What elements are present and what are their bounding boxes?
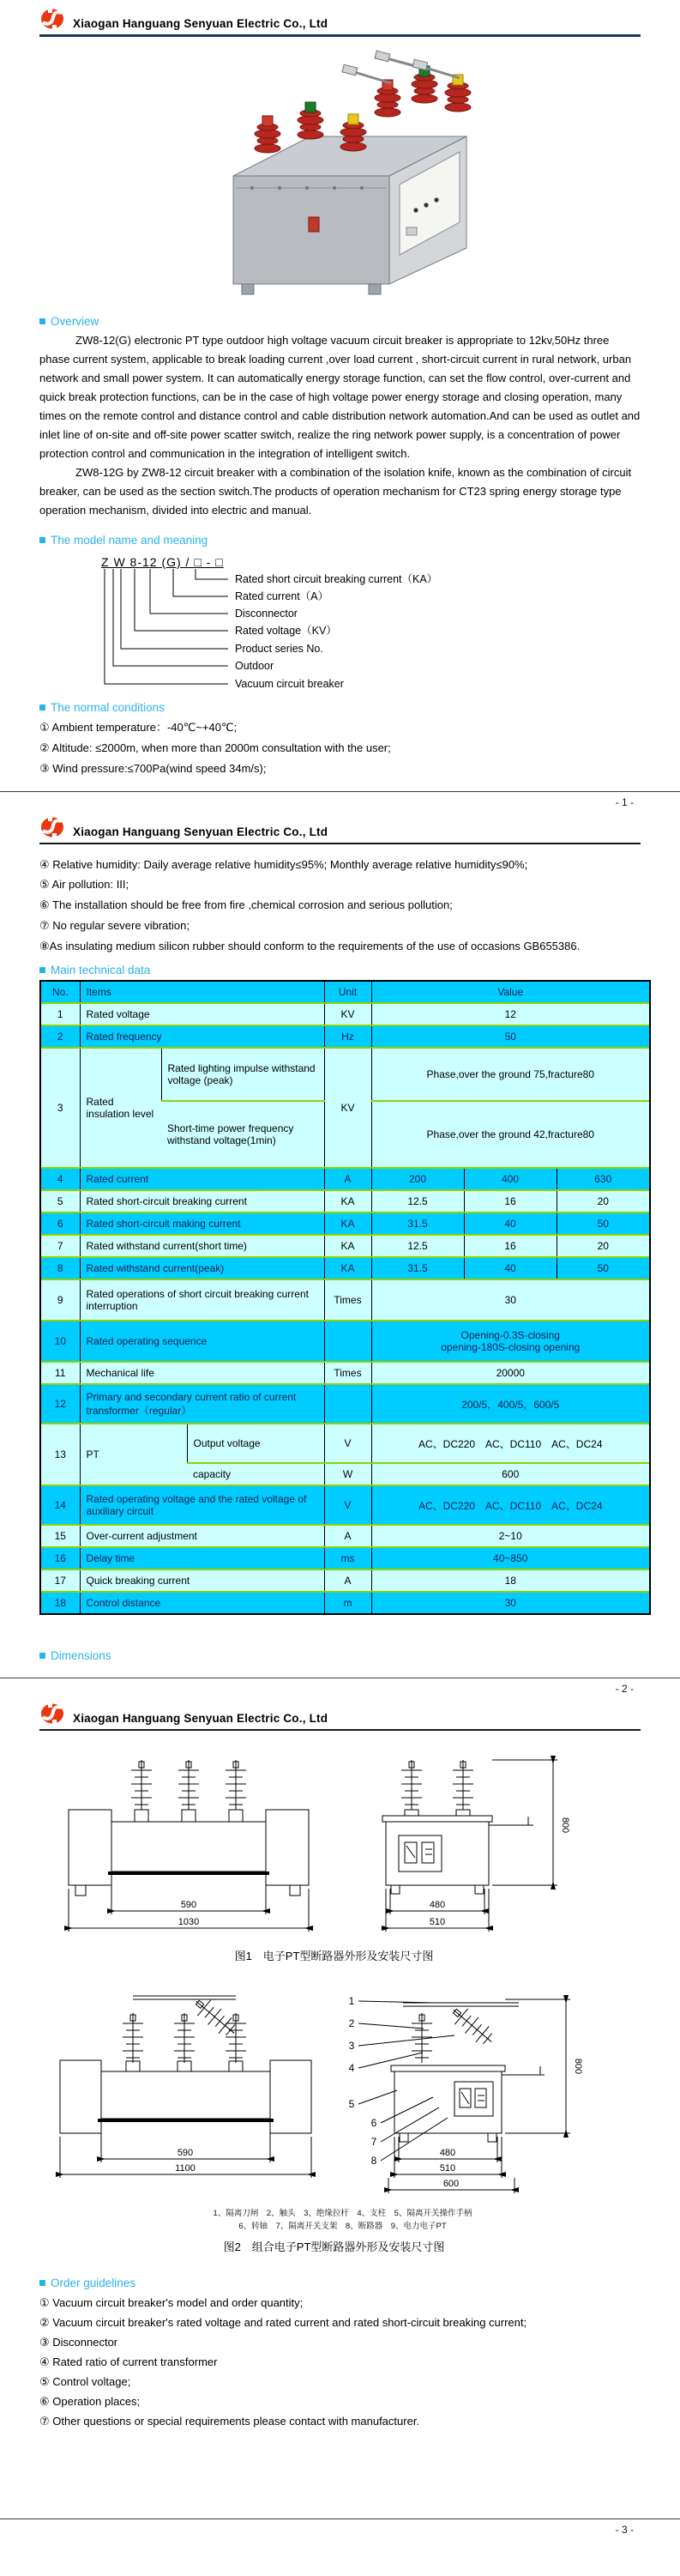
cell-value: 20000 [371,1362,649,1384]
page2-number: - 2 - [615,1683,634,1695]
cell-unit: V [324,1424,371,1463]
cell-item: Rated short-circuit breaking current [80,1190,324,1212]
table-row [41,1362,649,1384]
callout-3: 3 [348,2040,355,2052]
section-order-guidelines [39,2277,680,2289]
cell-unit: ms [324,1547,371,1569]
cell-value: 50 [557,1257,649,1279]
section-main-technical-data [39,964,680,977]
dim-480: 480 [429,1900,446,1910]
model-label-vcb: Vacuum circuit breaker [235,678,344,690]
cell-item: Rated short-circuit making current [80,1212,324,1235]
model-label-rated-voltage: Rated voltage（KV） [235,625,337,637]
condition-item-3: ③ Wind pressure:≤700Pa(wind speed 34m/s); [39,762,267,775]
cell-value: 40~850 [371,1547,649,1569]
callout-5: 5 [348,2098,355,2110]
cell-value: 20 [557,1190,649,1212]
cell-unit: KA [324,1212,371,1235]
cell-value: AC、DC220 AC、DC110 AC、DC24 [371,1485,649,1525]
condition-item-8: ⑧As insulating medium silicon rubber should conform to the requirements of the use of occasions GB655386. [39,940,581,952]
col-header-unit: Unit [324,982,371,1003]
table-row [41,1025,649,1048]
callout-7: 7 [370,2136,377,2148]
table-row [41,1235,649,1257]
table-row [41,1547,649,1569]
order-item-7: ⑦ Other questions or special requirements please contact with manufacturer. [39,2415,420,2428]
company-logo-icon [39,8,65,30]
table-row [41,1003,649,1025]
order-item-1: ① Vacuum circuit breaker's model and order quantity; [39,2296,304,2309]
cell-value: 31.5 [371,1212,464,1235]
order-item-2: ② Vacuum circuit breaker's rated voltage and rated current and rated short-circuit breaking current; [39,2316,527,2329]
model-label-disconnector: Disconnector [235,608,298,620]
section-bullet-icon [39,1653,45,1659]
cell-value: AC、DC220 AC、DC110 AC、DC24 [371,1424,649,1463]
table-header-row [41,982,649,1003]
table-row [41,1485,649,1525]
cell-value: 50 [371,1025,649,1048]
overview-paragraph-2: ZW8-12G by ZW8-12 circuit breaker with a combination of the isolation knife, known as the combination of circuit breaker, can be used as the section switch.The products of operation mechanism for CT23 spring energy storage type operation mechanism, divided into electric and manual. [39,466,632,517]
cell-subitem: capacity [187,1463,324,1485]
cell-item: PT [80,1424,187,1485]
section-dimensions-title: Dimensions [51,1649,111,1662]
company-name: Xiaogan Hanguang Senyuan Electric Co., Ltd [73,17,328,30]
cell-value: 20 [557,1235,649,1257]
company-logo-icon [39,1702,65,1725]
section-order-title: Order guidelines [51,2277,136,2289]
figure1-caption: 图1 电子PT型断路器外形及安装尺寸图 [234,1950,434,1962]
cell-no: 4 [41,1168,80,1190]
col-header-value: Value [371,982,649,1003]
order-item-4: ④ Rated ratio of current transformer [39,2355,218,2368]
cell-item: Rated operations of short circuit breaking current interruption [80,1279,324,1321]
cell-value: 200/5，400/5，600/5 [371,1384,649,1424]
cell-unit [324,1321,371,1362]
cell-value: 630 [557,1168,649,1190]
figure2-outline-drawing [51,1979,652,2200]
technical-data-table [41,982,649,1613]
cell-value: 40 [464,1212,557,1235]
cell-no: 9 [41,1279,80,1321]
cell-unit: m [324,1592,371,1613]
cell-item: Quick breaking current [80,1569,324,1592]
table-row [41,1321,649,1362]
figure2-legend-line1: 1、隔离刀闸 2、触头 3、绝缘拉杆 4、支柱 5、隔离开关操作手柄 [213,2209,472,2218]
dim-1100: 1100 [175,2163,196,2174]
table-row [41,1257,649,1279]
section-overview-title: Overview [51,315,99,328]
condition-item-6: ⑥ The installation should be free from fire ,chemical corrosion and serious pollution; [39,898,453,911]
section-bullet-icon [39,967,45,973]
cell-value: 30 [371,1279,649,1321]
company-name: Xiaogan Hanguang Senyuan Electric Co., Ltd [73,1712,328,1725]
section-bullet-icon [39,537,45,543]
cell-value: 30 [371,1592,649,1613]
callout-8: 8 [370,2155,377,2167]
order-item-5: ⑤ Control voltage; [39,2375,131,2388]
cell-unit: Hz [324,1025,371,1048]
cell-unit: KA [324,1257,371,1279]
cell-item: Rated voltage [80,1003,324,1025]
section-bullet-icon [39,2280,45,2286]
cell-item: Rated operating voltage and the rated voltage of auxiliary circuit [80,1485,324,1525]
section-model-name [39,534,680,547]
cell-no: 7 [41,1235,80,1257]
cell-item: Rated withstand current(short time) [80,1235,324,1257]
figure2-caption: 图2 组合电子PT型断路器外形及安装尺寸图 [223,2240,445,2253]
operating-sequence-line1: Opening-0.3S-closing [460,1329,560,1341]
product-photo [208,45,680,301]
dim-1030: 1030 [178,1917,200,1927]
table-row [41,1569,649,1592]
cell-subitem: Output voltage [187,1424,324,1463]
cell-value: 50 [557,1212,649,1235]
cell-unit: V [324,1485,371,1525]
callout-4: 4 [348,2062,355,2074]
cell-value: Phase,over the ground 75,fracture80 [371,1048,649,1101]
cell-unit: A [324,1168,371,1190]
cell-no: 13 [41,1424,80,1485]
figure1-outline-drawing [51,1743,617,1942]
cell-item: Rated insulation level [80,1048,161,1168]
order-item-6: ⑥ Operation places; [39,2395,141,2408]
section-bullet-icon [39,318,45,324]
conditions-list-page2 [39,855,642,957]
callout-2: 2 [348,2017,355,2029]
callout-6: 6 [370,2117,377,2129]
order-guidelines-list [39,2293,642,2431]
company-name: Xiaogan Hanguang Senyuan Electric Co., Ltd [73,825,328,838]
cell-value: 40 [464,1257,557,1279]
cell-no: 6 [41,1212,80,1235]
dim-800: 800 [560,1817,570,1834]
table-row [41,1279,649,1321]
company-header-page1 [39,8,641,37]
cell-unit: KV [324,1048,371,1168]
cell-unit: A [324,1525,371,1547]
cell-value: 2~10 [371,1525,649,1547]
section-overview [39,315,680,328]
cell-value: 16 [464,1190,557,1212]
cell-item: Mechanical life [80,1362,324,1384]
cell-unit [324,1384,371,1424]
cell-unit: KA [324,1190,371,1212]
model-code: Z W 8-12 (G) / □ - □ [101,555,224,569]
cell-unit: KV [324,1003,371,1025]
condition-item-2: ② Altitude: ≤2000m, when more than 2000m consultation with the user; [39,741,391,754]
section-bullet-icon [39,704,45,711]
cell-value [371,1321,649,1362]
dim-800: 800 [573,2058,583,2075]
technical-table-wrapper [39,980,651,1615]
cell-unit: W [324,1463,371,1485]
table-row [41,1168,649,1190]
section-normal-conditions [39,701,680,714]
dim-510: 510 [429,1917,446,1927]
cell-subitem: Rated lighting impulse withstand voltage (peak) [161,1048,324,1101]
normal-conditions-list [39,717,642,779]
cell-value: 18 [371,1569,649,1592]
section-technical-title: Main technical data [51,964,151,977]
cell-no: 10 [41,1321,80,1362]
section-model-title: The model name and meaning [51,534,208,547]
cell-no: 15 [41,1525,80,1547]
cell-subitem: Short-time power frequency withstand voltage(1min) [161,1101,324,1168]
dim-510: 510 [439,2163,456,2174]
section-normal-conditions-title: The normal conditions [51,701,165,714]
cell-value: 12 [371,1003,649,1025]
model-label-breaking-current: Rated short circuit breaking current（KA） [235,573,438,585]
cell-value: 16 [464,1235,557,1257]
figure2-legend-line2: 6、转轴 7、隔离开关支架 8、断路器 9、电力电子PT [238,2222,447,2231]
operating-sequence-line2: opening-180S-closing opening [441,1341,581,1353]
cell-item: Over-current adjustment [80,1525,324,1547]
callout-1: 1 [348,1995,355,2007]
cell-value: 200 [371,1168,464,1190]
company-header-page2 [39,816,641,844]
table-row [41,1525,649,1547]
figure2-legend [39,2207,646,2233]
col-header-no: No. [51,986,69,998]
cell-no: 5 [41,1190,80,1212]
cell-unit: Times [324,1362,371,1384]
cell-value: 400 [464,1168,557,1190]
condition-item-7: ⑦ No regular severe vibration; [39,919,190,932]
order-item-3: ③ Disconnector [39,2336,118,2349]
table-row [41,1592,649,1613]
dim-590: 590 [180,1900,197,1910]
page1-number: - 1 - [615,796,634,808]
cell-no: 12 [41,1384,80,1424]
cell-value: 12.5 [371,1190,464,1212]
table-row [41,1048,649,1101]
dim-600: 600 [442,2179,460,2189]
company-header-page3 [39,1702,641,1731]
condition-item-1: ① Ambient temperature：-40℃~+40℃; [39,721,238,734]
table-row [41,1424,649,1463]
cell-item: Control distance [80,1592,324,1613]
model-label-series-no: Product series No. [235,643,323,655]
cell-item: Delay time [80,1547,324,1569]
section-dimensions [39,1649,680,1662]
cell-value: 31.5 [371,1257,464,1279]
cell-item: Rated current [80,1168,324,1190]
cell-no: 8 [41,1257,80,1279]
cell-no: 11 [41,1362,80,1384]
col-header-items: Items [80,982,324,1003]
dim-480: 480 [439,2148,456,2158]
cell-unit: KA [324,1235,371,1257]
table-row [41,1212,649,1235]
bottom-spacer [0,2431,680,2510]
condition-item-5: ⑤ Air pollution: III; [39,878,129,891]
cell-value: 12.5 [371,1235,464,1257]
cell-no: 17 [41,1569,80,1592]
cell-value: Phase,over the ground 42,fracture80 [371,1101,649,1168]
cell-unit: A [324,1569,371,1592]
cell-no: 2 [41,1025,80,1048]
model-label-outdoor: Outdoor [235,660,274,672]
model-meaning-diagram [39,569,554,696]
cell-item: Primary and secondary current ratio of current transformer（regular） [80,1384,324,1424]
dim-590: 590 [177,2148,194,2158]
cell-unit: Times [324,1279,371,1321]
table-row [41,1384,649,1424]
cell-no: 3 [41,1048,80,1168]
overview-paragraph-1: ZW8-12(G) electronic PT type outdoor high voltage vacuum circuit breaker is appropriate to 12kv,50Hz three phase current system, applicable to break loading current ,over load current , short-circuit current in rural network, urban network and small power system. It can automatically energy storage function, can set the flow control, over-current and quick break protection functions, can be in the case of high voltage power energy storage and closing operation, many times on the remote control and distance control and cable distribution network automation.And can be used as outlet and inlet line of on-site and off-site power scatter switch, realize the ring network power supply, is a concentration of power protection control and communication in the integration of intelligent switch. [39,334,641,460]
company-logo-icon [39,816,65,838]
cell-item: Rated withstand current(peak) [80,1257,324,1279]
cell-value: 600 [371,1463,649,1485]
table-row [41,1190,649,1212]
page3-number: - 3 - [615,2524,634,2536]
cell-item: Rated frequency [80,1025,324,1048]
cell-no: 1 [41,1003,80,1025]
cell-no: 14 [41,1485,80,1525]
cell-item: Rated operating sequence [80,1321,324,1362]
condition-item-4: ④ Relative humidity: Daily average relative humidity≤95%; Monthly average relative humidity≤90%; [39,858,528,871]
cell-no: 18 [41,1592,80,1613]
model-label-rated-current: Rated current（A） [235,590,329,602]
cell-no: 16 [41,1547,80,1569]
